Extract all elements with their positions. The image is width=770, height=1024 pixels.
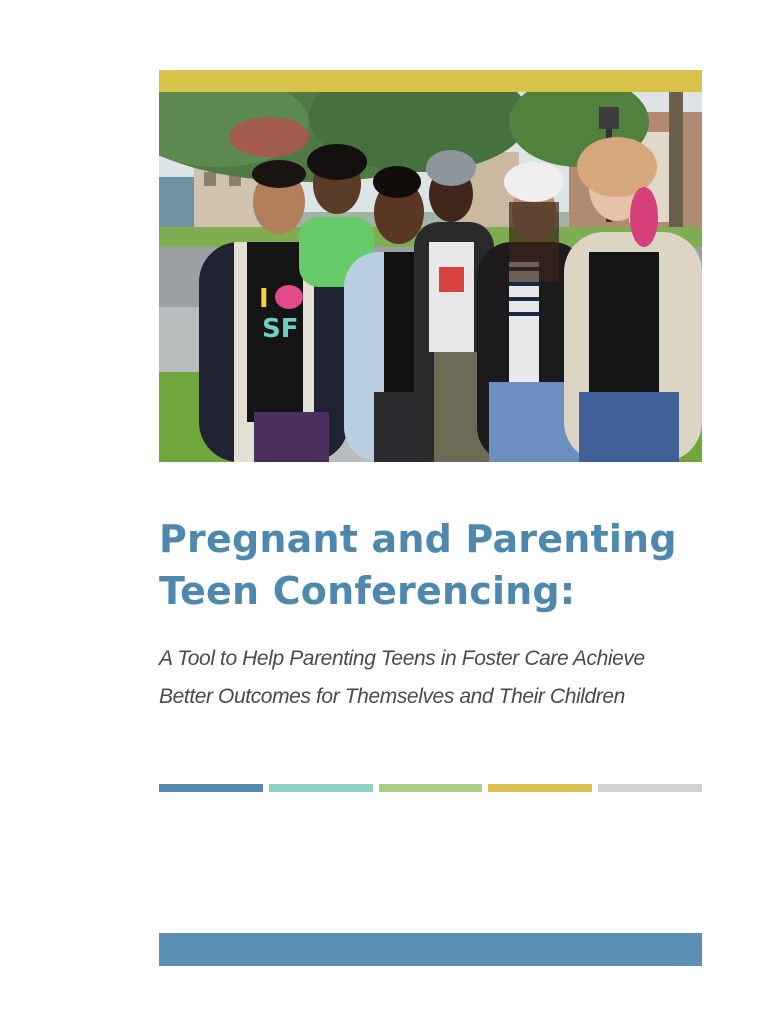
shirt-text-sf: SF [262,314,299,344]
title-line-1: Pregnant and Parenting [159,517,677,561]
bottom-accent-band [159,933,702,966]
subtitle-line-2: Better Outcomes for Themselves and Their Children [159,685,625,708]
stripe-green [379,784,483,792]
stripe-grey [598,784,702,792]
stripe-blue [159,784,263,792]
top-accent-band [159,70,702,92]
page-title [159,513,739,617]
page-subtitle [159,640,739,716]
stripe-yellow [488,784,592,792]
subtitle-line-1: A Tool to Help Parenting Teens in Foster Care Achieve [159,647,645,670]
color-stripe-row [159,784,702,792]
stripe-teal [269,784,373,792]
shirt-text-i: I [259,284,269,314]
title-line-2: Teen Conferencing: [159,569,576,613]
cover-photo [159,92,702,462]
